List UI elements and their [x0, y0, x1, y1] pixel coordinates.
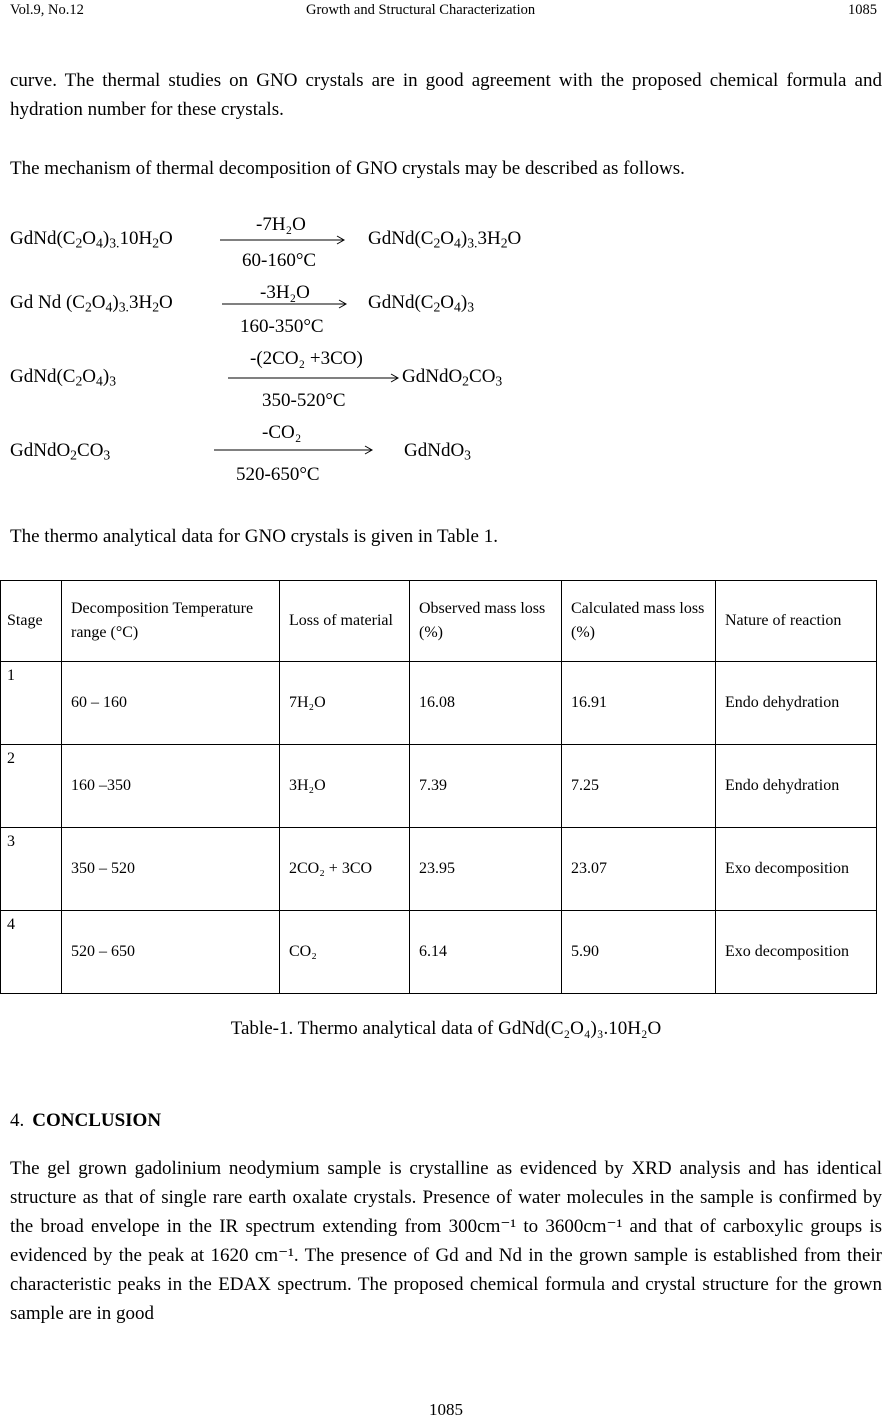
mechanism-paragraph: The mechanism of thermal decomposition of GNO crystals may be described as follows. [10, 158, 685, 179]
running-header [0, 0, 892, 22]
header-temperature-range: Decomposition Temperature range (°C) [62, 581, 280, 662]
cell-stage: 3 [1, 828, 62, 911]
reaction-2-arrow [222, 299, 350, 309]
cell-range: 160 –350 [62, 745, 280, 828]
table-caption: Table-1. Thermo analytical data of GdNd(C₂O₄)₃.10H₂O [230, 1018, 662, 1039]
cell-loss: 7H₂O [280, 662, 410, 745]
table-row [1, 911, 877, 994]
header-stage: Stage [1, 581, 62, 662]
cell-calculated: 23.07 [562, 828, 716, 911]
conclusion-paragraph: The gel grown gadolinium neodymium sample is crystalline as evidenced by XRD analysis and has identical structure as that of single rare earth oxalate crystals. Presence of water molecules in the sample is confirmed by the broad envelope in the IR spectrum extending from 300cm⁻¹ to 3600cm⁻¹ and that of carboxylic groups is evidenced by the peak at 1620 cm⁻¹. The presence of Gd and Nd in the grown sample is established from their characteristic peaks in the EDAX spectrum. The proposed chemical formula and crystal structure for the grown sample are in good [10, 1158, 882, 1324]
header-observed-mass-loss: Observed mass loss (%) [410, 581, 562, 662]
cell-range: 60 – 160 [62, 662, 280, 745]
reaction-3-below: 350-520°C [262, 390, 346, 411]
header-calculated-mass-loss: Calculated mass loss (%) [562, 581, 716, 662]
table-header-row [1, 581, 877, 662]
reaction-1-below: 60-160°C [242, 250, 317, 271]
intro-paragraph: curve. The thermal studies on GNO crystals are in good agreement with the proposed chemical formula and hydration number for these crystals. [10, 70, 882, 120]
reaction-4-reactant: $GdNdO_2CO_3$ [10, 440, 111, 463]
cell-observed: 23.95 [410, 828, 562, 911]
reaction-4-below: 520-650°C [236, 464, 320, 485]
reaction-3-reactant: $GdNd(C_2O_4)_3$ [10, 366, 117, 389]
reaction-1-product: $GdNd(C_2O_4)_{3.}3H_2O$ [368, 228, 522, 251]
reaction-1-reactant: $GdNd(C_2O_4)_{3.}10H_2O$ [10, 228, 173, 251]
cell-nature: Exo decomposition [716, 828, 877, 911]
table-row [1, 662, 877, 745]
reaction-2-reactant: Gd Nd $(C_2O_4)_{3.}3H_2O$ [10, 292, 173, 315]
header-title: Growth and Structural Characterization [306, 2, 536, 18]
table-row [1, 828, 877, 911]
table-row [1, 745, 877, 828]
reaction-2-below: 160-350°C [240, 316, 324, 337]
header-loss-of-material: Loss of material [280, 581, 410, 662]
cell-stage: 4 [1, 911, 62, 994]
cell-calculated: 5.90 [562, 911, 716, 994]
reaction-4-arrow [214, 445, 376, 455]
cell-loss: 2CO₂ + 3CO [280, 828, 410, 911]
reaction-4-above: -CO₂ [262, 422, 302, 443]
reaction-2-above: -3H₂O [260, 282, 310, 303]
section-title: CONCLUSION [32, 1110, 162, 1131]
reaction-1-arrow [220, 235, 348, 245]
reaction-3-arrow [228, 373, 402, 383]
cell-range: 520 – 650 [62, 911, 280, 994]
cell-nature: Endo dehydration [716, 745, 877, 828]
cell-loss: CO₂ [280, 911, 410, 994]
page-number: 1085 [429, 1400, 463, 1419]
header-nature-of-reaction: Nature of reaction [716, 581, 877, 662]
section-heading [10, 1110, 161, 1132]
cell-observed: 6.14 [410, 911, 562, 994]
cell-nature: Exo decomposition [716, 911, 877, 994]
cell-loss: 3H₂O [280, 745, 410, 828]
table-intro-paragraph: The thermo analytical data for GNO crystals is given in Table 1. [10, 526, 498, 547]
cell-range: 350 – 520 [62, 828, 280, 911]
thermo-analytical-table [0, 580, 877, 994]
reaction-1-above: -7H₂O [256, 214, 306, 235]
reaction-2-product: $GdNd(C_2O_4)_3$ [368, 292, 475, 315]
cell-calculated: 16.91 [562, 662, 716, 745]
reaction-3-product: $GdNdO_2CO_3$ [402, 366, 503, 389]
cell-nature: Endo dehydration [716, 662, 877, 745]
section-number: 4. [10, 1110, 25, 1131]
reaction-4-product: GdNdO$_3$ [404, 440, 472, 463]
header-page: 1085 [848, 2, 877, 18]
cell-stage: 2 [1, 745, 62, 828]
header-volume: Vol.9, No.12 [10, 2, 84, 18]
reaction-3-above: -(2CO₂ +3CO) [250, 348, 363, 369]
cell-observed: 7.39 [410, 745, 562, 828]
cell-stage: 1 [1, 662, 62, 745]
cell-calculated: 7.25 [562, 745, 716, 828]
cell-observed: 16.08 [410, 662, 562, 745]
